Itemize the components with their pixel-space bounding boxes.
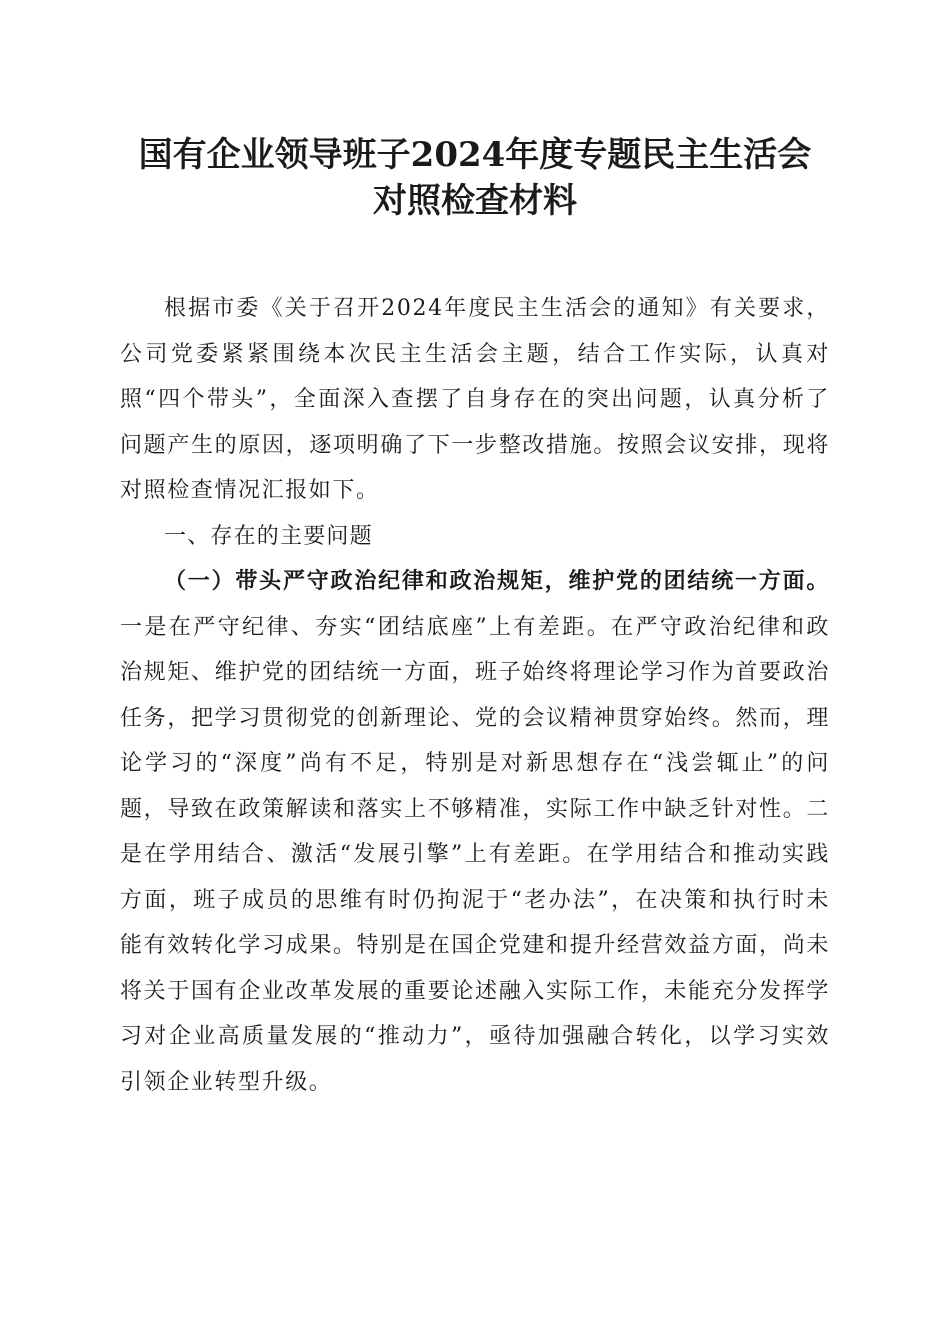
section-heading: 一、存在的主要问题 [164, 523, 373, 549]
title-spacer [120, 224, 830, 286]
subsection-heading: （一）带头严守政治纪律和政治规矩，维护党的团结统一方面。 [164, 568, 830, 594]
document-title-line-2: 对照检查材料 [373, 181, 577, 221]
subsection-paragraph [120, 559, 830, 1105]
subsection-body: 一是在严守纪律、夯实“团结底座”上有差距。在严守政治纪律和政治规矩、维护党的团结统一方面，班子始终将理论学习作为首要政治任务，把学习贯彻党的创新理论、党的会议精神贯穿始终。然而，理论学习的“深度”尚有不足，特别是对新思想存在“浅尝辄止”的问题，导致在政策解读和落实上不够精准，实际工作中缺乏针对性。二是在学用结合、激活“发展引擎”上有差距。在学用结合和推动实践方面，班子成员的思维有时仍拘泥于“老办法”，在决策和执行时未能有效转化学习成果。特别是在国企党建和提升经营效益方面，尚未将关于国有企业改革发展的重要论述融入实际工作，未能充分发挥学习对企业高质量发展的“推动力”，亟待加强融合转化，以学习实效引领企业转型升级。 [120, 614, 830, 1095]
intro-paragraph: 根据市委《关于召开2024年度民主生活会的通知》有关要求，公司党委紧紧围绕本次民主生活会主题，结合工作实际，认真对照“四个带头”，全面深入查摆了自身存在的突出问题，认真分析了问题产生的原因，逐项明确了下一步整改措施。按照会议安排，现将对照检查情况汇报如下。 [120, 296, 830, 503]
document-title-line-1: 国有企业领导班子2024年度专题民主生活会 [138, 135, 812, 175]
